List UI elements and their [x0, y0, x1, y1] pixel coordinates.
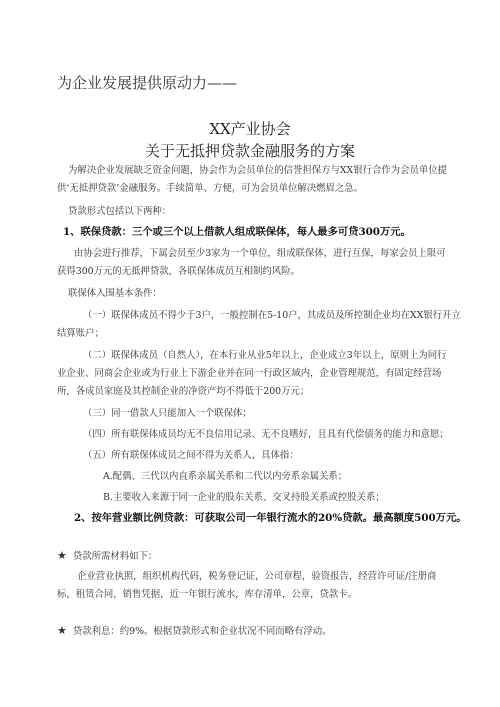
slogan: 为企业发展提供原动力—— — [57, 74, 238, 92]
loan-type-1-detail-line-2: 获得300万元的无抵押贷款，各联保体成员互相制约风险。 — [57, 266, 300, 277]
condition-3: （三）同一借款人只能加入一个联保体； — [83, 408, 252, 419]
star-icon: ★ — [57, 549, 67, 562]
condition-1-line-1: （一）联保体成员不得少于3户，一般控制在5-10户，其成员及所控制企业均在XX银行开立 — [83, 310, 461, 321]
conditions-heading: 联保体入围基本条件： — [68, 288, 162, 299]
materials-line-2: 标，租赁合同，销售凭据，近一年银行流水，库存清单，公章，贷款卡。 — [57, 589, 358, 600]
materials-heading-text: 贷款所需材料如下： — [72, 551, 158, 562]
condition-2-line-3: 所，各成员家庭及其控制企业的净资产均不得低于200万元； — [57, 386, 310, 397]
document-title: 关于无抵押贷款金融服务的方案 — [144, 142, 355, 160]
loan-type-1-detail-line-1: 由协会进行推荐，下属会员至少3家为一个单位，组成联保体，进行互保，每家会员上限可 — [74, 248, 446, 259]
loan-type-2: 2、按年营业额比例贷款：可获取公司一年银行流水的20%贷款。最高额度500万元。 — [74, 512, 467, 524]
interest-line — [57, 622, 332, 640]
organization-name: XX产业协会 — [209, 120, 291, 138]
condition-2-line-1: （二）联保体成员（自然人），在本行业从业5年以上，企业成立3年以上，原则上为同行 — [83, 350, 447, 361]
condition-5: （五）所有联保体成员之间不得为关系人，具体指： — [83, 450, 299, 461]
intro-line-1: 为解决企业发展缺乏资金问题，协会作为会员单位的信誉担保方与XX银行合作为会员单位提 — [68, 165, 447, 176]
condition-4: （四）所有联保体成员均无不良信用记录、无不良嗜好，且具有代偿债务的能力和意愿； — [83, 429, 449, 440]
materials-line-1: 企业营业执照，组织机构代码，税务登记证，公司章程，验资报告，经营许可证/注册商 — [77, 571, 437, 582]
materials-heading — [57, 547, 157, 565]
condition-2-line-2: 业企业、同商会企业或为行业上下游企业并在同一行政区域内，企业管理规范，有固定经营场 — [57, 368, 442, 379]
condition-1-line-2: 结算账户； — [57, 328, 104, 339]
forms-heading: 贷款形式包括以下两种： — [68, 206, 172, 217]
interest-text: 贷款利息：约9%。根据贷款形式和企业状况不同而略有浮动。 — [72, 626, 332, 637]
star-icon: ★ — [57, 624, 67, 637]
condition-5b: B.主要收入来源于同一企业的股东关系、交叉持股关系或控股关系； — [103, 492, 385, 503]
condition-5a: A.配偶、三代以内直系亲属关系和二代以内旁系亲属关系； — [103, 471, 348, 482]
intro-line-2: 供‘无抵押贷款’金融服务。手续简单、方便，可为会员单位解决燃眉之急。 — [57, 183, 363, 194]
loan-type-1: 1、联保贷款：三个或三个以上借款人组成联保体，每人最多可贷300万元。 — [63, 226, 411, 238]
